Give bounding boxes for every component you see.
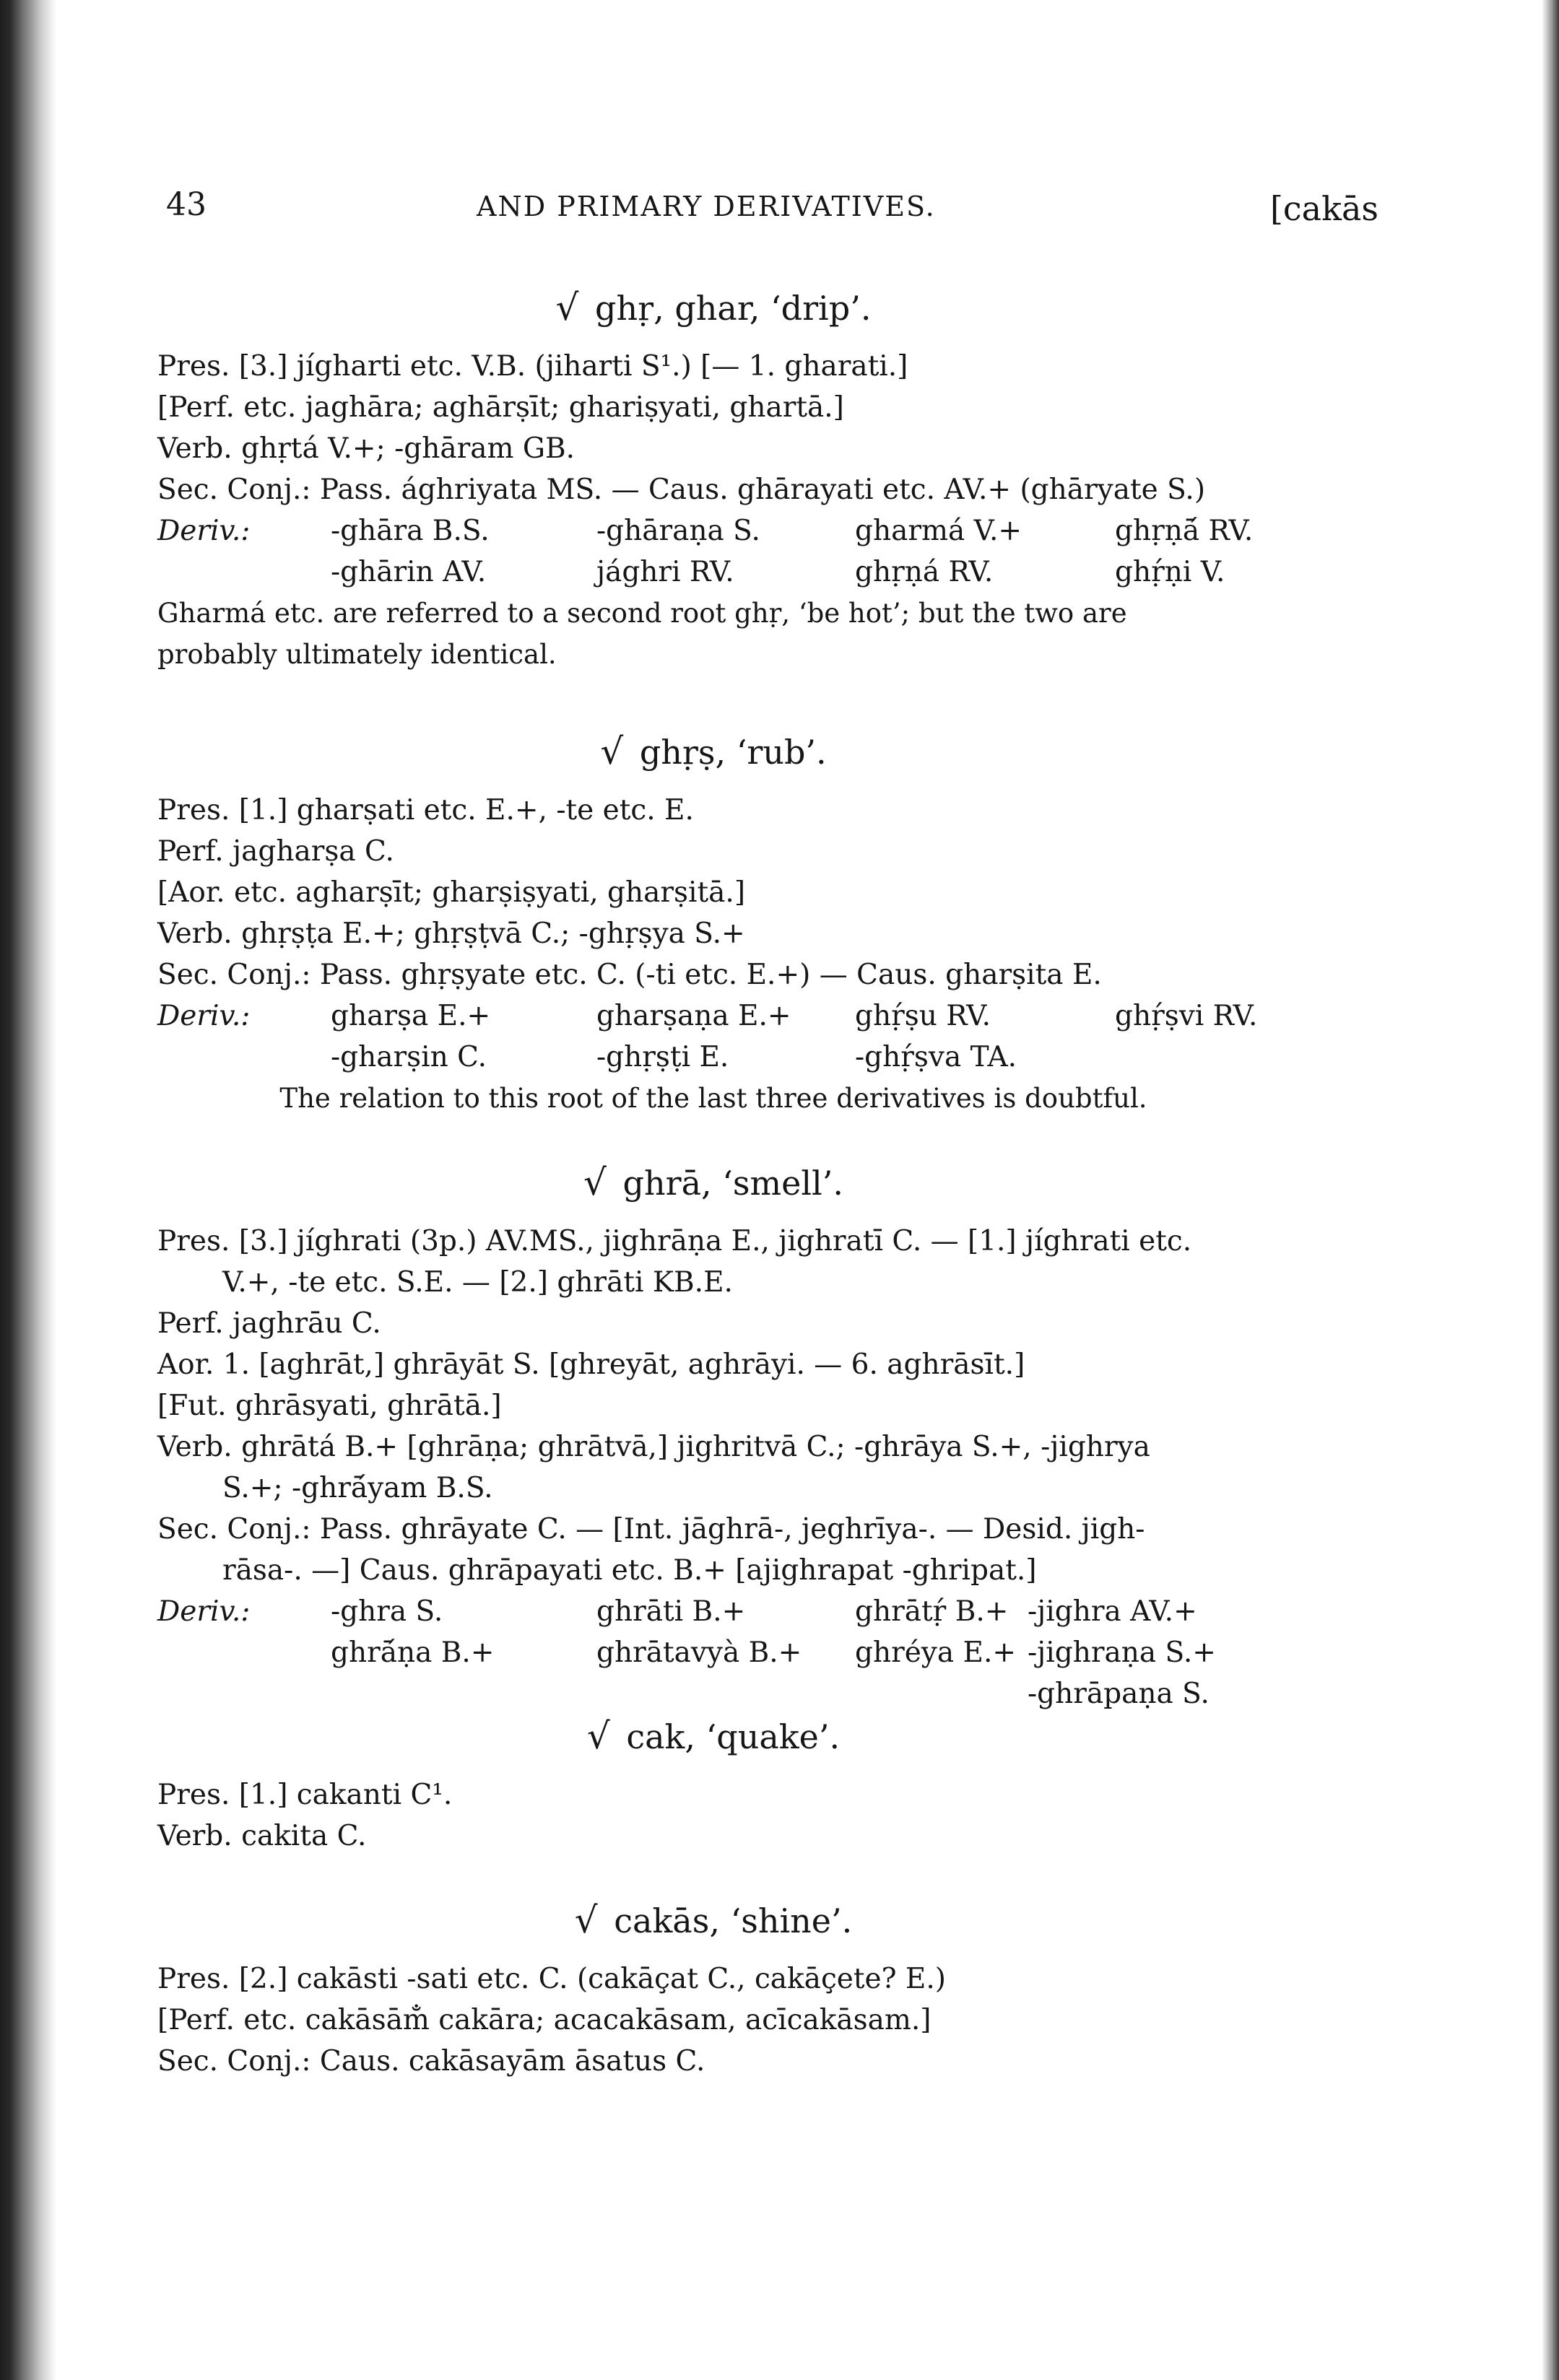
- derivative: -gharṣin C.: [331, 1041, 487, 1073]
- derivative: -ghṛ́ṣva TA.: [855, 1041, 1017, 1073]
- aorist-line: [Aor. etc. agharṣīt; gharṣiṣyati, gharṣitā.]: [157, 876, 746, 909]
- scan-right-edge-shadow: [1542, 0, 1559, 2380]
- derivatives-label: Deriv.:: [157, 1000, 251, 1032]
- perfect-line: Perf. jagharṣa C.: [157, 835, 394, 868]
- derivative: ghrā́ṇa B.+: [331, 1636, 495, 1669]
- running-head: AND PRIMARY DERIVATIVES.: [477, 191, 936, 222]
- radical-sign-icon: √: [583, 1161, 607, 1203]
- perfect-line: [Perf. etc. jaghāra; aghārṣīt; ghariṣyati, ghartā.]: [157, 391, 844, 424]
- radical-sign-icon: √: [600, 731, 624, 772]
- page-number: 43: [166, 186, 207, 223]
- derivative: gharṣaṇa E.+: [596, 1000, 791, 1032]
- present-line: Pres. [2.] cakāsti -sati etc. C. (cakāçat C., cakāçete? E.): [157, 1963, 946, 1995]
- present-line: Pres. [3.] jíghrati (3p.) AV.MS., jighrāṇa E., jighratī C. — [1.] jíghrati etc.: [157, 1225, 1192, 1257]
- derivative: ghṛ́ṣvi RV.: [1115, 1000, 1258, 1032]
- secondary-conjugation-line: Sec. Conj.: Pass. ghṛṣyate etc. C. (-ti etc. E.+) — Caus. gharṣita E.: [157, 959, 1102, 991]
- derivatives-row: [157, 1037, 1269, 1078]
- entry-note: probably ultimately identical.: [157, 639, 557, 670]
- radical-sign-icon: √: [586, 1715, 610, 1757]
- derivative: -ghāraṇa S.: [596, 515, 760, 547]
- derivative: -jighra AV.+: [1028, 1595, 1197, 1628]
- derivative: -ghāra B.S.: [331, 515, 490, 547]
- derivative: ghṛṇā́ RV.: [1115, 515, 1254, 547]
- derivative: gharṣa E.+: [331, 1000, 491, 1032]
- derivatives-row: [157, 995, 1269, 1037]
- derivative: -ghra S.: [331, 1595, 443, 1628]
- derivative: gharmá V.+: [855, 515, 1022, 547]
- secondary-conjugation-line-continued: rāsa-. —] Caus. ghrāpayati etc. B.+ [ajighrapat -ghripat.]: [222, 1554, 1037, 1587]
- derivative: -ghārin AV.: [331, 556, 487, 588]
- catchword: [cakās: [1269, 189, 1378, 228]
- derivative: ghrāti B.+: [596, 1595, 746, 1628]
- derivatives-row: [157, 510, 1269, 552]
- radical-sign-icon: √: [555, 287, 579, 328]
- derivatives-row: [157, 552, 1269, 593]
- verbal-line: Verb. ghṛṣṭa E.+; ghṛṣṭvā C.; -ghṛṣya S.+: [157, 917, 745, 950]
- derivatives-label: Deriv.:: [157, 515, 251, 547]
- derivative: ghṛ́ṣu RV.: [855, 1000, 991, 1032]
- entry-title: ghṛ, ghar, ‘drip’.: [595, 289, 872, 328]
- entry-heading-ghr: [157, 286, 1269, 330]
- entry-heading-ghra: [157, 1161, 1269, 1205]
- present-line: Pres. [1.] gharṣati etc. E.+, -te etc. E.: [157, 794, 694, 827]
- present-line-continued: V.+, -te etc. S.E. — [2.] ghrāti KB.E.: [222, 1266, 733, 1299]
- entry-title: ghṛṣ, ‘rub’.: [639, 733, 827, 772]
- present-line: Pres. [3.] jígharti etc. V.B. (jiharti S¹.) [— 1. gharati.]: [157, 350, 908, 383]
- dictionary-body: [157, 273, 1269, 2082]
- derivative: ghrātavyà B.+: [596, 1636, 802, 1669]
- entry-note: Gharmá etc. are referred to a second root ghṛ, ‘be hot’; but the two are: [157, 598, 1127, 629]
- perfect-line: Perf. jaghrāu C.: [157, 1307, 381, 1340]
- verbal-line: Verb. ghṛtá V.+; -ghāram GB.: [157, 432, 576, 465]
- future-line: [Fut. ghrāsyati, ghrātā.]: [157, 1390, 502, 1422]
- radical-sign-icon: √: [574, 1899, 598, 1941]
- secondary-conjugation-line: Sec. Conj.: Pass. ghrāyate C. — [Int. jāghrā-, jeghrīya-. — Desid. jigh-: [157, 1513, 1145, 1546]
- verbal-line: Verb. ghrātá B.+ [ghrāṇa; ghrātvā,] jighritvā C.; -ghrāya S.+, -jighrya: [157, 1431, 1150, 1463]
- entry-heading-cak: [157, 1714, 1269, 1758]
- derivative: -ghṛṣṭi E.: [596, 1041, 729, 1073]
- derivative: ghṛ́ṇi V.: [1115, 556, 1225, 588]
- derivative: jághri RV.: [596, 556, 734, 588]
- derivatives-label: Deriv.:: [157, 1595, 251, 1628]
- derivative: -jighraṇa S.+: [1028, 1636, 1216, 1669]
- entry-title: cak, ‘quake’.: [626, 1717, 841, 1756]
- verbal-line: Verb. cakita C.: [157, 1820, 367, 1852]
- secondary-conjugation-line: Sec. Conj.: Caus. cakāsayām āsatus C.: [157, 2045, 705, 2078]
- derivative: ghrātṛ́ B.+: [855, 1595, 1009, 1628]
- derivative: ghréya E.+: [855, 1636, 1017, 1669]
- entry-title: cakās, ‘shine’.: [614, 1901, 853, 1940]
- present-line: Pres. [1.] cakanti C¹.: [157, 1779, 453, 1811]
- entry-note: The relation to this root of the last three derivatives is doubtful.: [279, 1083, 1147, 1114]
- entry-heading-cakas: [157, 1899, 1269, 1943]
- scan-left-edge-shadow: [0, 0, 56, 2380]
- verbal-line-continued: S.+; -ghrā́yam B.S.: [222, 1472, 493, 1504]
- aorist-line: Aor. 1. [aghrāt,] ghrāyāt S. [ghreyāt, aghrāyi. — 6. aghrāsīt.]: [157, 1348, 1025, 1381]
- page-header: [166, 186, 1378, 237]
- perfect-line: [Perf. etc. cakāsām̐ cakāra; acacakāsam, acīcakāsam.]: [157, 2004, 932, 2036]
- derivative: -ghrāpaṇa S.: [1028, 1678, 1210, 1710]
- secondary-conjugation-line: Sec. Conj.: Pass. ághriyata MS. — Caus. ghārayati etc. AV.+ (ghāryate S.): [157, 474, 1206, 506]
- entry-title: ghrā, ‘smell’.: [622, 1164, 843, 1203]
- entry-heading-ghrs: [157, 730, 1269, 774]
- derivative: ghṛṇá RV.: [855, 556, 994, 588]
